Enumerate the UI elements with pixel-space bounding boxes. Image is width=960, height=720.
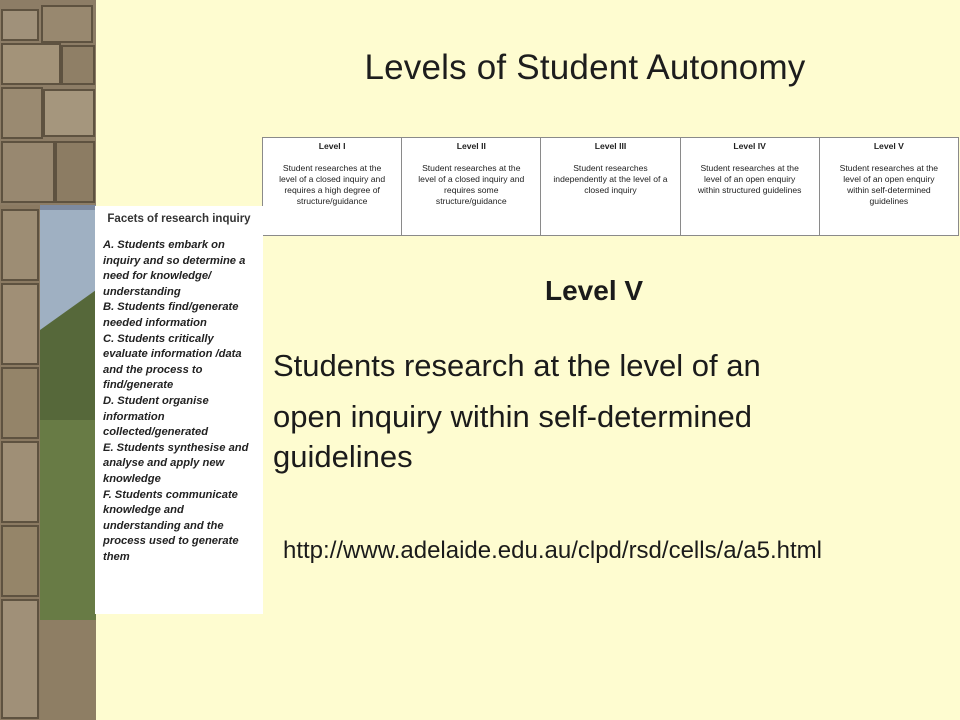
source-url-link[interactable]: http://www.adelaide.edu.au/clpd/rsd/cells/a/a5.html (283, 537, 822, 564)
level-cell (263, 138, 402, 236)
statement-line: open inquiry within self-determined (273, 399, 753, 434)
level-heading: Level V (545, 275, 644, 306)
statement-line: Students research at the level of an (273, 348, 761, 383)
facet-item: E. Students synthesise and analyse and apply new knowledge (103, 441, 249, 485)
facet-item: B. Students find/generate needed information (103, 301, 239, 329)
facet-item: C. Students critically evaluate information /data and the process to find/generate (103, 332, 242, 392)
statement-line: guidelines (273, 439, 413, 474)
slide-title: Levels of Student Autonomy (364, 48, 806, 87)
level-cell (819, 138, 958, 236)
level-description: Student researches at the level of an open enquiry within structured guidelines (697, 163, 802, 195)
level-description: Student researches at the level of a closed inquiry and requires some structure/guidance (418, 163, 525, 206)
level-name: Level II (456, 141, 486, 151)
level-cell (680, 138, 819, 236)
level-statement (273, 340, 873, 482)
stone-wall-image (0, 0, 96, 720)
level-name: Level III (594, 141, 627, 151)
facet-item: F. Students communicate knowledge and understanding and the process used to generate them (103, 488, 239, 563)
level-name: Level I (318, 141, 346, 151)
facet-item: D. Student organise information collected/generated (103, 394, 209, 439)
background-photo-strip (0, 0, 96, 720)
levels-table (262, 137, 959, 236)
facet-item: A. Students embark on inquiry and so determine a need for knowledge/ understanding (103, 239, 246, 298)
level-description: Student researches at the level of an open enquiry within self-determined guidelines (839, 163, 939, 206)
level-name: Level V (873, 141, 904, 151)
facets-list (95, 238, 263, 565)
level-description: Student researches at the level of a closed inquiry and requires a high degree of structure/guidance (279, 163, 386, 206)
facets-title: Facets of research inquiry (107, 213, 251, 225)
level-cell (402, 138, 541, 236)
level-cell (541, 138, 680, 236)
level-description: Student researches independently at the level of a closed inquiry (553, 163, 668, 195)
facets-box (95, 206, 263, 614)
level-name: Level IV (733, 141, 766, 151)
